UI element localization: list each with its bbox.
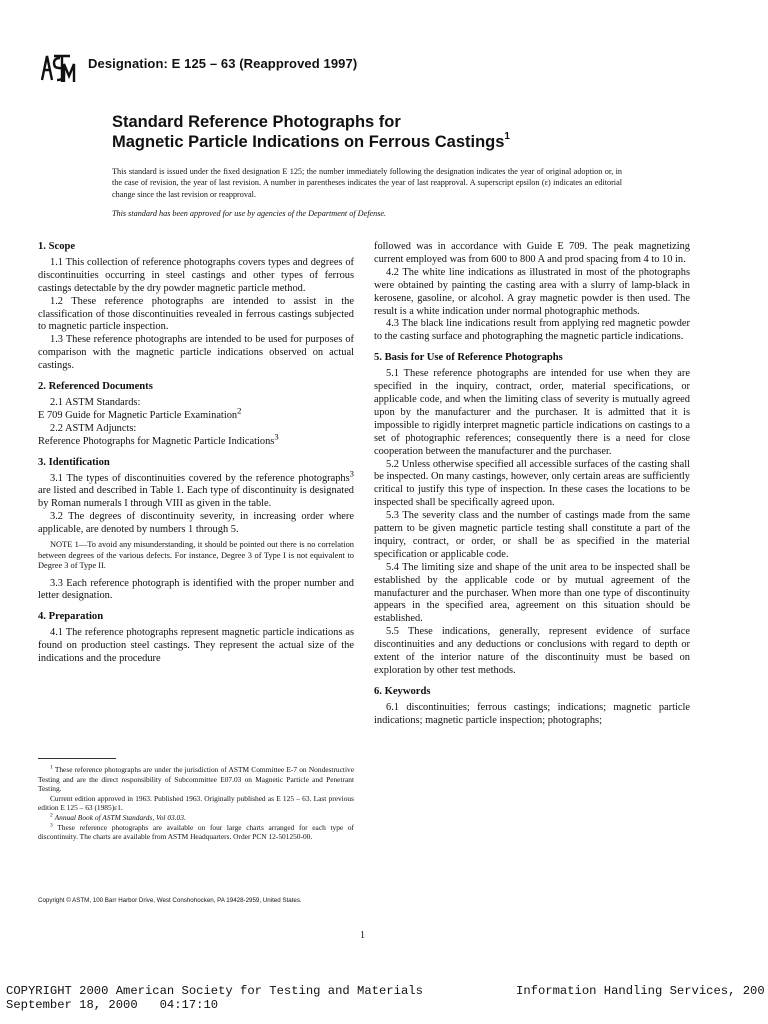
section-preparation: [38, 611, 354, 666]
section-keywords: [374, 686, 690, 728]
section-heading: 3. Identification: [38, 456, 110, 468]
right-column: [374, 241, 690, 736]
section-heading: 1. Scope: [38, 241, 76, 252]
paragraph: 5.4 The limiting size and shape of the unit area to be inspected shall be established by the applicable code or by mutual agreement of the manufacturer and the purchaser. When more than one type of discontinuity appears in the specified area, agreement on this situation should be established.: [374, 561, 690, 625]
footnote-rule: [38, 758, 116, 759]
ref-line: 2.1 ASTM Standards:: [50, 396, 141, 408]
section-heading: 5. Basis for Use of Reference Photographs: [374, 352, 563, 364]
paragraph: 4.1 The reference photographs represent magnetic particle indications as found on production steel castings. They represent the actual size of the indications and the procedure: [38, 627, 354, 665]
paragraph: followed was in accordance with Guide E 709. The peak magnetizing current employed was from 600 to 800 A and prod spacing from 4 to 10 in.: [374, 241, 690, 265]
left-column: [38, 241, 354, 674]
paragraph: 5.2 Unless otherwise specified all accessible surfaces of the casting shall be inspected. On many castings, however, only certain areas are sufficiently critical to justify this type of inspection. In these cases the locations to be inspected shall be specifically agreed upon.: [374, 458, 690, 509]
footnote: $^3$ These reference photographs are available on four large charts arranged for each type of discontinuity. The charts are available from ASTM Headquarters. Order PCN 12-501250-00.: [38, 822, 355, 842]
preamble: This standard is issued under the fixed designation E 125; the number immediately following the designation indicates the year of original adoption or, in the case of revision, the year of last revision. A number in parentheses indicates the year of last reapproval. A superscript epsilon (ε) indicates an editorial change since the last revision or reapproval.: [112, 167, 622, 199]
ref-line: E 709 Guide for Magnetic Particle Examination$^2$: [38, 405, 242, 421]
note: NOTE 1—To avoid any misunderstanding, it should be pointed out there is no correlation between degrees of the various defects. For instance, Degree 3 of Type I is not equivalent to Degree 3 of Type II.: [38, 540, 354, 571]
paragraph: 3.3 Each reference photograph is identified with the proper number and letter designation.: [38, 577, 354, 602]
section-preparation-continued: [374, 241, 690, 344]
document-title: [112, 112, 510, 152]
section-referenced-documents: [38, 381, 354, 449]
paragraph: 3.1 The types of discontinuities covered by the reference photographs$^3$ are listed and described in Table 1. Each type of discontinuity is designated by Roman numerals I through VIII as given in the table.: [38, 468, 354, 510]
designation: Designation: E 125 – 63 (Reapproved 1997): [88, 56, 358, 71]
section-basis: [374, 352, 690, 678]
section-heading: 4. Preparation: [38, 611, 104, 623]
paragraph: 4.3 The black line indications result from applying red magnetic powder to the casting surface and photographing the magnetic particle indications.: [374, 318, 690, 343]
paragraph: 5.5 These indications, generally, represent evidence of surface discontinuities and any deductions or conclusions with regard to depth or extent of the interior nature of the discontinuity must be based on exploration by other test methods.: [374, 626, 690, 676]
footnotes: [38, 765, 354, 842]
paragraph: 4.2 The white line indications as illustrated in most of the photographs were obtained by painting the casting area with a slurry of lamp-black in kerosene, gasoline, or alcohol. A gray magnetic powder is then used. The result is a white indication under normal photographic methods.: [374, 266, 690, 317]
footnote: $^2$ Annual Book of ASTM Standards, Vol 03.03.: [50, 812, 186, 822]
paragraph: 6.1 discontinuities; ferrous castings; indications; magnetic particle indications; magnetic particle inspection; photographs;: [374, 701, 690, 726]
section-scope: [38, 241, 354, 373]
paragraph: 1.3 These reference photographs are intended to be used for purposes of comparison with the magnetic particle indications observed on actual castings.: [38, 334, 354, 372]
paragraph: 1.2 These reference photographs are intended to assist in the classification of those discontinuities revealed in ferrous castings subjected to magnetic particle inspection.: [38, 295, 354, 333]
paragraph: 5.1 These reference photographs are intended for use when they are specified in the inquiry, contract, order, material specifications, or applicable code, and when the limiting class of severity is mutually agreed upon by the manufacturer and the purchaser. It is admitted that it is impossible to rigidly interpret magnetic particle indications on castings to a set of photographic references; consequently there is a need for close cooperation between the manufacturer and the purchaser.: [374, 368, 690, 457]
ref-line: Reference Photographs for Magnetic Particle Indications$^3$: [38, 431, 279, 447]
approval-note: This standard has been approved for use by agencies of the Department of Defense.: [112, 209, 387, 218]
paragraph: 5.3 The severity class and the number of castings made from the same pattern to be given magnetic particle testing shall constitute a part of the inquiry, contract, or order, or shall be as specified in the material specification or applicable code.: [374, 510, 690, 560]
astm-logo-icon: [38, 50, 76, 86]
title-line-1: Standard Reference Photographs for: [112, 113, 401, 131]
print-stamp-right: Information Handling Services, 200: [516, 984, 765, 998]
paragraph: 3.2 The degrees of discontinuity severity, in increasing order where applicable, are denoted by numbers 1 through 5.: [38, 511, 354, 536]
footnote: Current edition approved in 1963. Published 1963. Originally published as E 125 – 63. Last previous edition E 125 – 63 (1985)ε1.: [38, 793, 354, 813]
section-heading: 6. Keywords: [374, 685, 431, 697]
title-footnote-ref: 1: [504, 130, 510, 142]
ref-line: 2.2 ASTM Adjuncts:: [50, 422, 137, 434]
section-identification: [38, 457, 354, 604]
section-heading: 2. Referenced Documents: [38, 381, 153, 393]
print-stamp-left: COPYRIGHT 2000 American Society for Testing and Materials September 18, 2000 04:17:10: [6, 984, 423, 1012]
paragraph: 1.1 This collection of reference photographs covers types and degrees of discontinuities occurring in steel castings and other types of ferrous castings detectable by the dry powder magnetic particle method.: [38, 256, 354, 294]
footnote: $^1$ These reference photographs are under the jurisdiction of ASTM Committee E-7 on Nondestructive Testing and are the direct responsibility of Subcommittee E07.03 on Magnetic Particle and Penetrant Testing.: [38, 764, 354, 794]
page-number: 1: [360, 930, 365, 941]
copyright-line: Copyright © ASTM, 100 Barr Harbor Drive, West Conshohocken, PA 19428-2959, United States.: [38, 897, 302, 904]
title-line-2: Magnetic Particle Indications on Ferrous Castings: [112, 133, 505, 151]
